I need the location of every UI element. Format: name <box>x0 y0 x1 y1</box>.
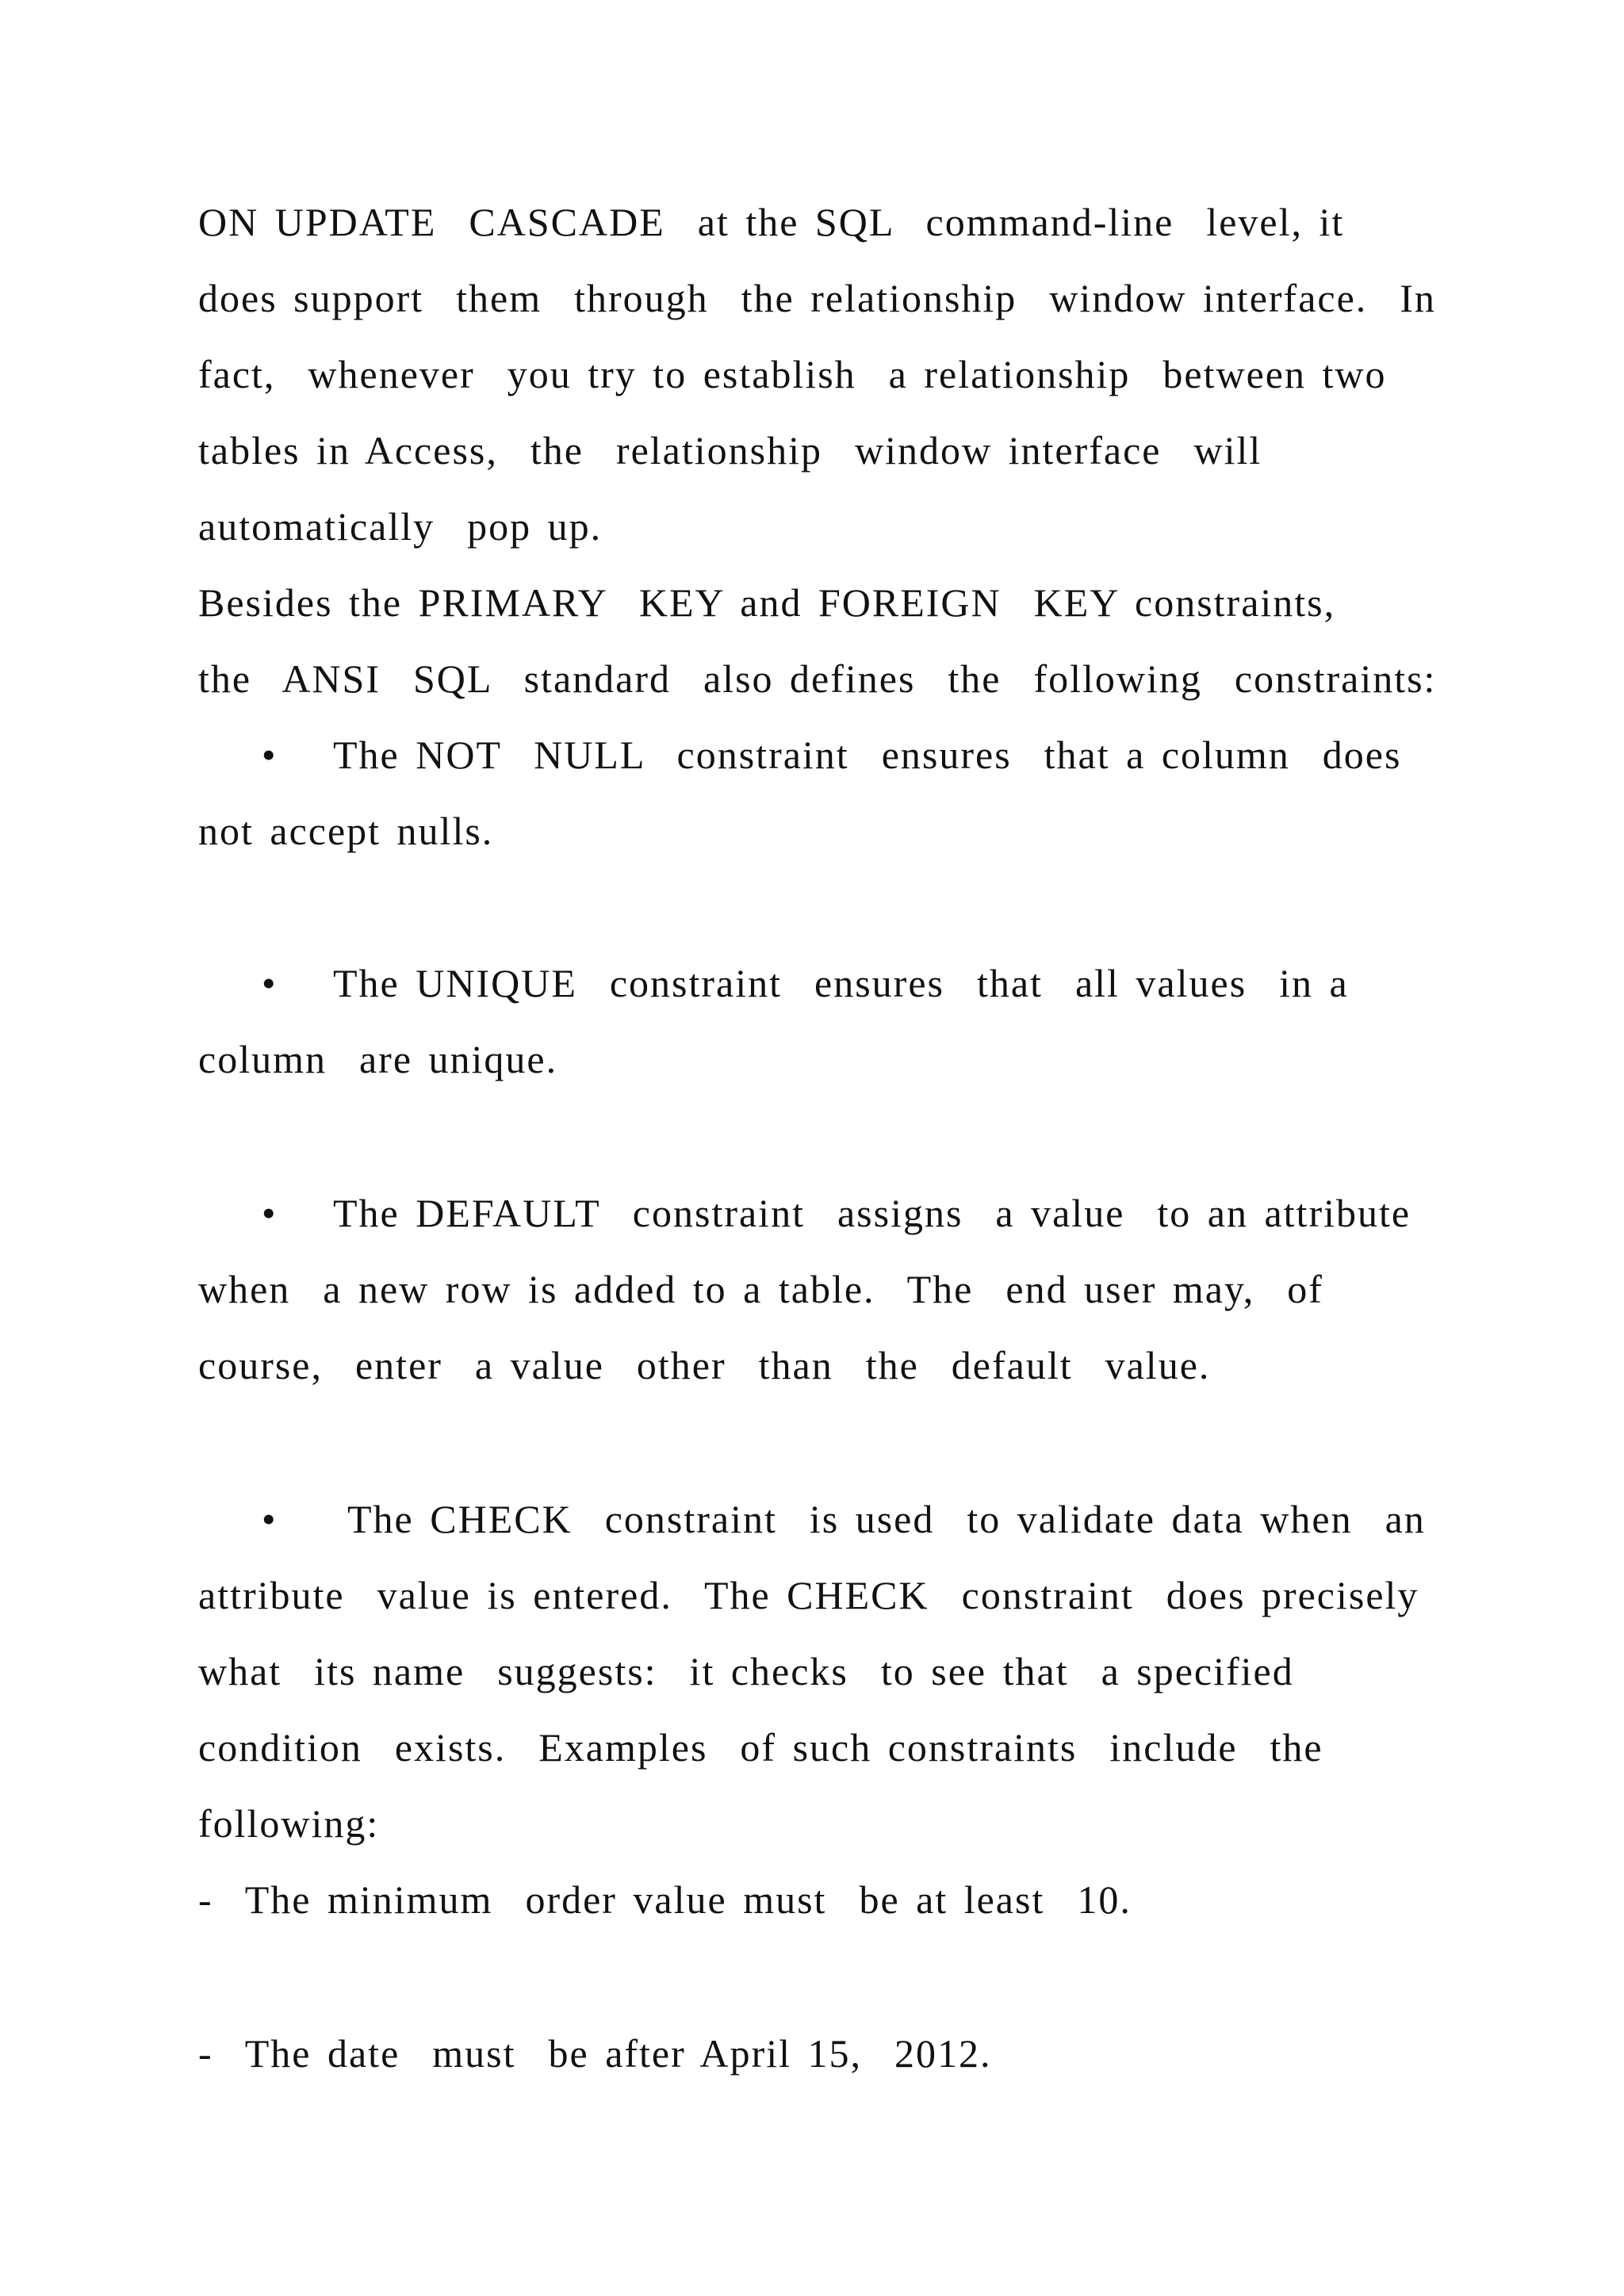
bullet-4-continuation-2: what its name suggests: it checks to see that a specified <box>198 1649 1294 1693</box>
bullet-symbol-2: • <box>262 961 276 1005</box>
example-item-1: - The minimum order value must be at least 10. <box>198 1877 1132 1922</box>
paragraph1-line-3: fact, whenever you try to establish a relationship between two <box>198 352 1387 396</box>
bullet-2-first-line: The UNIQUE constraint ensures that all values in a <box>333 961 1349 1005</box>
bullet-symbol-1: • <box>262 733 276 777</box>
bullet-3-continuation-2: course, enter a value other than the default value. <box>198 1343 1211 1387</box>
example-item-2: - The date must be after April 15, 2012. <box>198 2031 992 2076</box>
bullet-4-continuation-1: attribute value is entered. The CHECK constraint does precisely <box>198 1573 1419 1617</box>
paragraph1-line-1: ON UPDATE CASCADE at the SQL command-line level, it <box>198 200 1345 244</box>
bullet-symbol-4: • <box>262 1497 276 1541</box>
paragraph1-line-4: tables in Access, the relationship window interface will <box>198 428 1262 473</box>
bullet-1-first-line: The NOT NULL constraint ensures that a column does <box>333 733 1402 777</box>
bullet-3-first-line: The DEFAULT constraint assigns a value to an attribute <box>333 1191 1411 1235</box>
paragraph1-line-5: automatically pop up. <box>198 504 603 549</box>
bullet-2-continuation-1: column are unique. <box>198 1037 558 1081</box>
bullet-3-continuation-1: when a new row is added to a table. The end user may, of <box>198 1267 1323 1311</box>
paragraph2-line-2: the ANSI SQL standard also defines the following constraints: <box>198 656 1437 701</box>
bullet-symbol-3: • <box>262 1191 276 1235</box>
bullet-4-continuation-3: condition exists. Examples of such constraints include the <box>198 1725 1323 1770</box>
bullet-4-continuation-4: following: <box>198 1801 380 1846</box>
paragraph1-line-2: does support them through the relationship window interface. In <box>198 276 1436 320</box>
bullet-4-first-line: The CHECK constraint is used to validate data when an <box>347 1497 1426 1541</box>
bullet-1-continuation-1: not accept nulls. <box>198 809 494 853</box>
paragraph2-line-1: Besides the PRIMARY KEY and FOREIGN KEY constraints, <box>198 580 1336 625</box>
